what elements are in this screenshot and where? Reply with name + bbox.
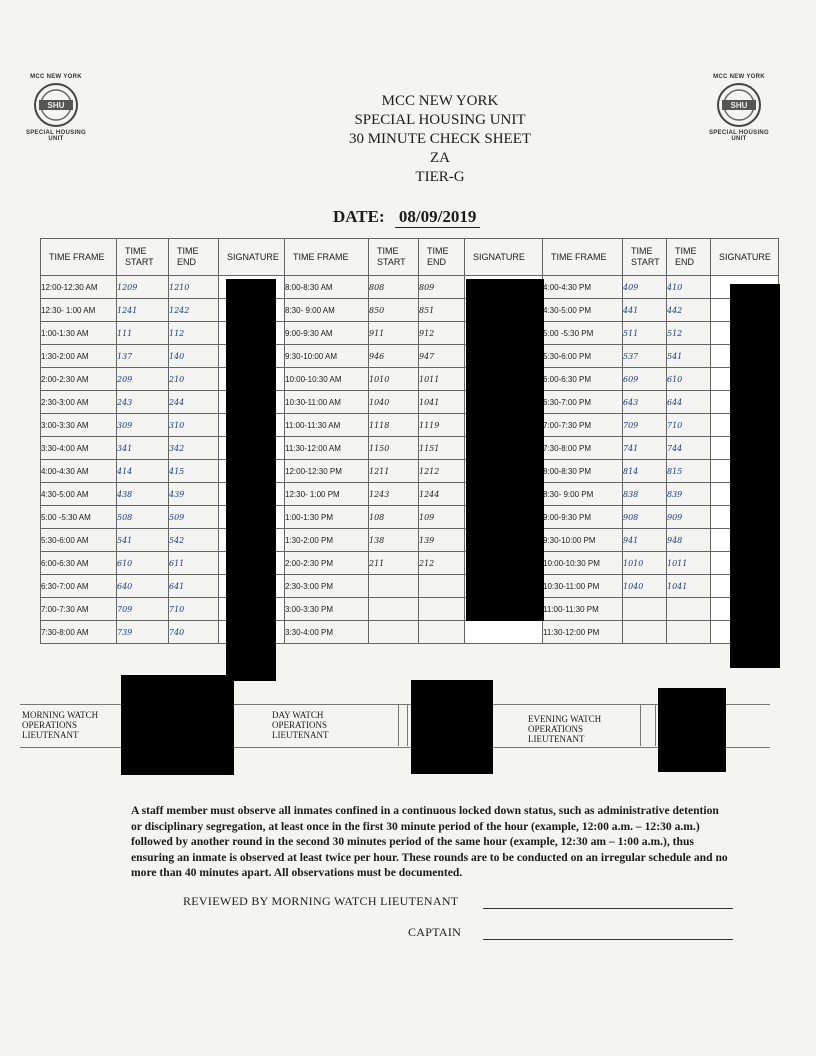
time-end-cell: 410: [667, 276, 711, 299]
table-row: [41, 552, 779, 575]
time-start-cell: 1150: [369, 437, 419, 460]
time-end-cell: 740: [169, 621, 219, 644]
check-sheet-table: [40, 238, 779, 644]
header-line-2: SPECIAL HOUSING UNIT: [354, 112, 526, 128]
time-start-cell: 1243: [369, 483, 419, 506]
time-start-cell: [369, 598, 419, 621]
time-start-cell: [369, 575, 419, 598]
time-frame-cell: 12:00-12:30 PM: [285, 460, 369, 483]
time-frame-cell: 6:00-6:30 PM: [543, 368, 623, 391]
time-frame-cell: 1:00-1:30 AM: [41, 322, 117, 345]
table-row: [41, 621, 779, 644]
time-start-cell: 609: [623, 368, 667, 391]
time-start-cell: [369, 621, 419, 644]
redacted-morning-signature: [121, 675, 234, 775]
right-seal-top-text: MCC NEW YORK: [713, 74, 765, 80]
table-row: [41, 368, 779, 391]
time-start-cell: 1211: [369, 460, 419, 483]
time-end-cell: 1212: [419, 460, 465, 483]
left-seal-top-text: MCC NEW YORK: [30, 74, 82, 80]
time-end-cell: 112: [169, 322, 219, 345]
time-end-cell: 611: [169, 552, 219, 575]
time-start-cell: 643: [623, 391, 667, 414]
time-start-cell: 808: [369, 276, 419, 299]
time-frame-cell: 2:30-3:00 AM: [41, 391, 117, 414]
time-frame-cell: 5:00 -5:30 AM: [41, 506, 117, 529]
time-start-cell: 111: [117, 322, 169, 345]
time-end-cell: 947: [419, 345, 465, 368]
time-end-cell: 212: [419, 552, 465, 575]
time-end-cell: 342: [169, 437, 219, 460]
redacted-signature-column-1: [226, 279, 276, 681]
header-line-1: MCC NEW YORK: [381, 93, 499, 109]
time-end-cell: 912: [419, 322, 465, 345]
header-line-5: TIER-G: [415, 169, 465, 185]
time-start-cell: 610: [117, 552, 169, 575]
col-time-frame-1: TIME FRAME: [41, 239, 117, 276]
time-start-cell: 409: [623, 276, 667, 299]
time-frame-cell: 8:00-8:30 AM: [285, 276, 369, 299]
policy-paragraph: A staff member must observe all inmates confined in a continuous locked down status, such as administrative detention or disciplinary segregation, at least once in the first 30 minute period of the hour (example, 12:00 a.m. – 12:30 a.m.) followed by another round in the second 30 minutes period of the same hour (example, 12:30 am – 1:00 a.m.), thus ensuring an inmate is observed at least twice per hour. These rounds are to be conducted on an irregular schedule and no more than 40 minutes apart. All observations must be documented.: [131, 804, 728, 879]
time-frame-cell: 12:00-12:30 AM: [41, 276, 117, 299]
time-start-cell: 1010: [369, 368, 419, 391]
time-frame-cell: 11:30-12:00 PM: [543, 621, 623, 644]
time-frame-cell: 2:00-2:30 AM: [41, 368, 117, 391]
right-emblem-text: SHU: [730, 101, 748, 110]
time-end-cell: 310: [169, 414, 219, 437]
left-seal-logo: [20, 74, 92, 142]
time-frame-cell: 5:30-6:00 AM: [41, 529, 117, 552]
time-frame-cell: 5:00 -5:30 PM: [543, 322, 623, 345]
time-end-cell: [419, 621, 465, 644]
table-row: [41, 322, 779, 345]
time-end-cell: 948: [667, 529, 711, 552]
time-start-cell: [623, 598, 667, 621]
time-start-cell: 850: [369, 299, 419, 322]
col-time-end-3: TIME END: [667, 239, 711, 276]
time-start-cell: 640: [117, 575, 169, 598]
date-value: 08/09/2019: [395, 207, 480, 228]
time-frame-cell: 11:00-11:30 PM: [543, 598, 623, 621]
time-end-cell: 415: [169, 460, 219, 483]
time-frame-cell: 2:00-2:30 PM: [285, 552, 369, 575]
col-time-frame-2: TIME FRAME: [285, 239, 369, 276]
time-frame-cell: 6:30-7:00 AM: [41, 575, 117, 598]
time-start-cell: 508: [117, 506, 169, 529]
time-start-cell: 741: [623, 437, 667, 460]
col-time-frame-3: TIME FRAME: [543, 239, 623, 276]
shu-emblem-icon: [33, 82, 79, 128]
time-end-cell: 851: [419, 299, 465, 322]
time-start-cell: 309: [117, 414, 169, 437]
time-frame-cell: 10:30-11:00 PM: [543, 575, 623, 598]
document-header: [300, 92, 580, 187]
time-end-cell: 610: [667, 368, 711, 391]
time-start-cell: 739: [117, 621, 169, 644]
time-frame-cell: 7:30-8:00 AM: [41, 621, 117, 644]
time-end-cell: 512: [667, 322, 711, 345]
table-row: [41, 529, 779, 552]
time-start-cell: 1040: [369, 391, 419, 414]
redacted-signature-column-3: [730, 284, 780, 668]
table-row: [41, 276, 779, 299]
time-frame-cell: 7:30-8:00 PM: [543, 437, 623, 460]
time-start-cell: 541: [117, 529, 169, 552]
time-end-cell: 710: [667, 414, 711, 437]
time-frame-cell: 6:30-7:00 PM: [543, 391, 623, 414]
morning-watch-lieutenant-label: MORNING WATCH OPERATIONS LIEUTENANT: [22, 710, 99, 740]
redacted-day-signature: [411, 680, 493, 774]
time-frame-cell: 2:30-3:00 PM: [285, 575, 369, 598]
time-frame-cell: 7:00-7:30 PM: [543, 414, 623, 437]
redacted-evening-signature: [658, 688, 726, 772]
time-frame-cell: 4:30-5:00 PM: [543, 299, 623, 322]
time-frame-cell: 10:00-10:30 PM: [543, 552, 623, 575]
time-end-cell: [667, 621, 711, 644]
time-frame-cell: 3:00-3:30 AM: [41, 414, 117, 437]
time-frame-cell: 10:00-10:30 AM: [285, 368, 369, 391]
col-time-start-1: TIME START: [117, 239, 169, 276]
time-frame-cell: 6:00-6:30 AM: [41, 552, 117, 575]
col-time-start-3: TIME START: [623, 239, 667, 276]
time-start-cell: 908: [623, 506, 667, 529]
time-start-cell: 511: [623, 322, 667, 345]
captain-label: CAPTAIN: [408, 925, 462, 939]
time-start-cell: [623, 621, 667, 644]
time-frame-cell: 1:30-2:00 AM: [41, 345, 117, 368]
col-signature-2: SIGNATURE: [465, 239, 543, 276]
reviewed-by-label: REVIEWED BY MORNING WATCH LIEUTENANT: [183, 894, 459, 908]
time-end-cell: 744: [667, 437, 711, 460]
time-start-cell: 1209: [117, 276, 169, 299]
table-row: [41, 598, 779, 621]
table-row: [41, 414, 779, 437]
time-end-cell: 541: [667, 345, 711, 368]
time-start-cell: 1040: [623, 575, 667, 598]
time-end-cell: 909: [667, 506, 711, 529]
time-end-cell: 1011: [419, 368, 465, 391]
time-frame-cell: 4:00-4:30 PM: [543, 276, 623, 299]
time-end-cell: 641: [169, 575, 219, 598]
time-frame-cell: 12:30- 1:00 AM: [41, 299, 117, 322]
time-end-cell: 815: [667, 460, 711, 483]
day-watch-lieutenant-label: DAY WATCH OPERATIONS LIEUTENANT: [272, 710, 329, 740]
time-start-cell: 341: [117, 437, 169, 460]
captain-signature-line: [483, 939, 733, 940]
time-frame-cell: 7:00-7:30 AM: [41, 598, 117, 621]
header-line-3: 30 MINUTE CHECK SHEET: [348, 131, 532, 147]
time-frame-cell: 12:30- 1:00 PM: [285, 483, 369, 506]
table-row: [41, 345, 779, 368]
time-start-cell: 414: [117, 460, 169, 483]
time-frame-cell: 3:00-3:30 PM: [285, 598, 369, 621]
evening-watch-lieutenant-label: EVENING WATCH OPERATIONS LIEUTENANT: [528, 714, 602, 744]
time-end-cell: 1119: [419, 414, 465, 437]
table-row: [41, 299, 779, 322]
time-frame-cell: 4:30-5:00 AM: [41, 483, 117, 506]
table-header-row: [41, 239, 779, 276]
signature-cell: [465, 621, 543, 644]
time-frame-cell: 10:30-11:00 AM: [285, 391, 369, 414]
time-end-cell: 710: [169, 598, 219, 621]
date-field: [333, 207, 480, 228]
time-end-cell: 439: [169, 483, 219, 506]
col-time-start-2: TIME START: [369, 239, 419, 276]
redacted-signature-column-2: [466, 279, 544, 621]
time-end-cell: 139: [419, 529, 465, 552]
table-row: [41, 575, 779, 598]
time-frame-cell: 3:30-4:00 AM: [41, 437, 117, 460]
col-time-end-1: TIME END: [169, 239, 219, 276]
time-end-cell: 210: [169, 368, 219, 391]
time-start-cell: 1241: [117, 299, 169, 322]
time-frame-cell: 11:30-12:00 AM: [285, 437, 369, 460]
time-start-cell: 108: [369, 506, 419, 529]
time-start-cell: 911: [369, 322, 419, 345]
col-time-end-2: TIME END: [419, 239, 465, 276]
time-end-cell: [667, 598, 711, 621]
right-seal-bottom-text: SPECIAL HOUSING UNIT: [708, 130, 770, 142]
time-end-cell: 1244: [419, 483, 465, 506]
time-start-cell: 838: [623, 483, 667, 506]
time-frame-cell: 1:00-1:30 PM: [285, 506, 369, 529]
time-start-cell: 946: [369, 345, 419, 368]
time-start-cell: 209: [117, 368, 169, 391]
time-start-cell: 137: [117, 345, 169, 368]
time-start-cell: 709: [117, 598, 169, 621]
time-end-cell: 1242: [169, 299, 219, 322]
date-label: DATE:: [333, 207, 385, 226]
time-end-cell: 839: [667, 483, 711, 506]
time-frame-cell: 9:30-10:00 PM: [543, 529, 623, 552]
time-frame-cell: 8:00-8:30 PM: [543, 460, 623, 483]
time-frame-cell: 3:30-4:00 PM: [285, 621, 369, 644]
time-frame-cell: 4:00-4:30 AM: [41, 460, 117, 483]
time-frame-cell: 1:30-2:00 PM: [285, 529, 369, 552]
table-row: [41, 460, 779, 483]
time-start-cell: 537: [623, 345, 667, 368]
time-frame-cell: 9:30-10:00 AM: [285, 345, 369, 368]
time-end-cell: 1011: [667, 552, 711, 575]
time-start-cell: 1118: [369, 414, 419, 437]
time-frame-cell: 11:00-11:30 AM: [285, 414, 369, 437]
time-end-cell: 109: [419, 506, 465, 529]
time-end-cell: 1151: [419, 437, 465, 460]
table-row: [41, 483, 779, 506]
time-end-cell: [419, 575, 465, 598]
time-end-cell: 1210: [169, 276, 219, 299]
right-seal-logo: [703, 74, 775, 142]
time-start-cell: 441: [623, 299, 667, 322]
time-end-cell: 442: [667, 299, 711, 322]
time-end-cell: [419, 598, 465, 621]
time-start-cell: 243: [117, 391, 169, 414]
time-start-cell: 1010: [623, 552, 667, 575]
col-signature-1: SIGNATURE: [219, 239, 285, 276]
table-row: [41, 437, 779, 460]
time-end-cell: 140: [169, 345, 219, 368]
time-frame-cell: 8:30- 9:00 PM: [543, 483, 623, 506]
left-seal-bottom-text: SPECIAL HOUSING UNIT: [25, 130, 87, 142]
time-start-cell: 438: [117, 483, 169, 506]
time-frame-cell: 9:00-9:30 PM: [543, 506, 623, 529]
shu-emblem-icon: [716, 82, 762, 128]
time-frame-cell: 9:00-9:30 AM: [285, 322, 369, 345]
time-end-cell: 809: [419, 276, 465, 299]
day-signature-box: [398, 704, 408, 746]
time-end-cell: 644: [667, 391, 711, 414]
time-start-cell: 211: [369, 552, 419, 575]
table-row: [41, 391, 779, 414]
time-frame-cell: 8:30- 9:00 AM: [285, 299, 369, 322]
time-start-cell: 941: [623, 529, 667, 552]
col-signature-3: SIGNATURE: [711, 239, 779, 276]
time-start-cell: 138: [369, 529, 419, 552]
header-line-4: ZA: [430, 150, 450, 166]
time-start-cell: 709: [623, 414, 667, 437]
time-end-cell: 1041: [419, 391, 465, 414]
time-end-cell: 244: [169, 391, 219, 414]
time-frame-cell: 5:30-6:00 PM: [543, 345, 623, 368]
time-end-cell: 542: [169, 529, 219, 552]
table-row: [41, 506, 779, 529]
time-end-cell: 1041: [667, 575, 711, 598]
left-emblem-text: SHU: [47, 101, 65, 110]
time-end-cell: 509: [169, 506, 219, 529]
time-start-cell: 814: [623, 460, 667, 483]
reviewed-by-signature-line: [483, 908, 733, 909]
evening-signature-box: [640, 704, 656, 746]
